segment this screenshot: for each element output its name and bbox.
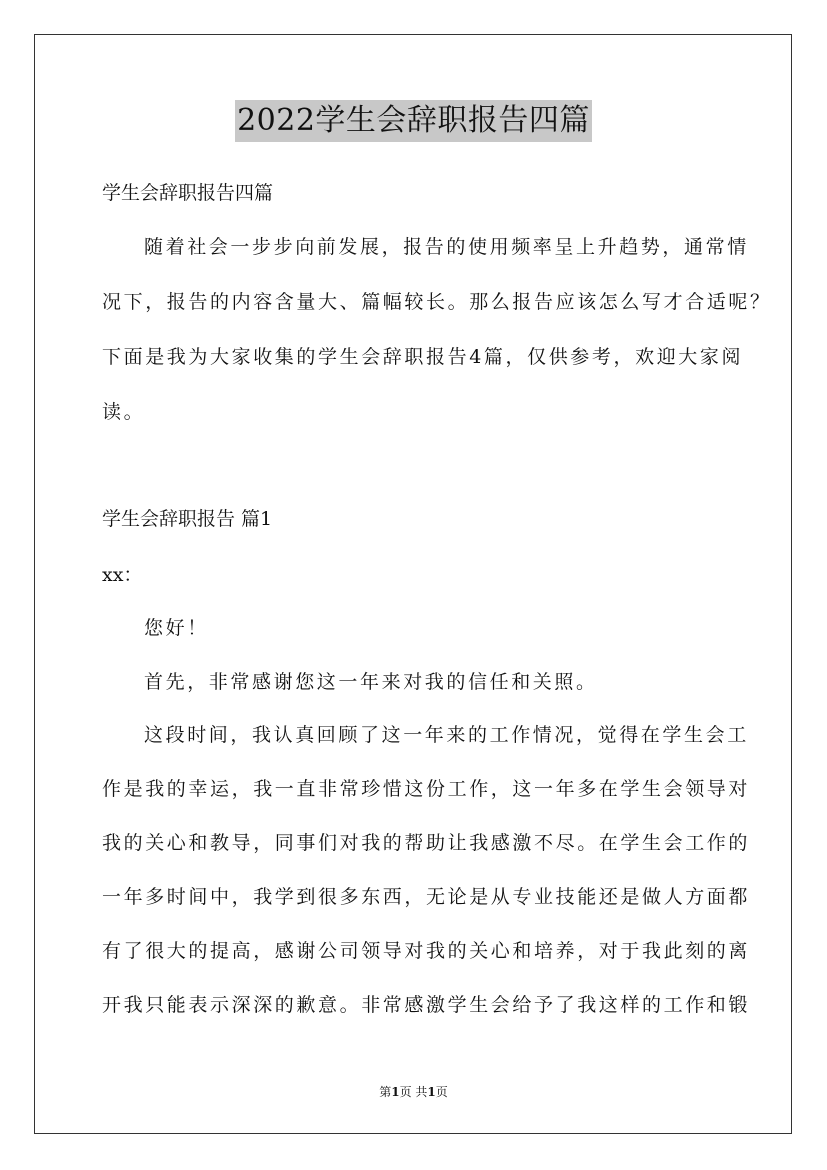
title-wrap: [0, 100, 827, 142]
paragraph-line: 一年多时间中，我学到很多东西，无论是从专业技能还是做人方面都: [102, 886, 751, 908]
paragraph-line: 这段时间，我认真回顾了这一年来的工作情况，觉得在学生会工: [144, 724, 749, 746]
paragraph-line: 我的关心和教导，同事们对我的帮助让我感激不尽。在学生会工作的: [102, 832, 751, 854]
document-subtitle: 学生会辞职报告四篇: [102, 182, 274, 204]
paragraph-line: 作是我的幸运，我一直非常珍惜这份工作，这一年多在学生会领导对: [102, 778, 751, 800]
intro-line: 下面是我为大家收集的学生会辞职报告4篇，仅供参考，欢迎大家阅: [102, 346, 744, 368]
document-title: 2022学生会辞职报告四篇: [235, 100, 592, 142]
footer-page-number: 1: [391, 1085, 400, 1099]
footer-page-total: 1: [427, 1085, 436, 1099]
page-footer: [0, 1084, 827, 1100]
thanks-line: 首先，非常感谢您这一年来对我的信任和关照。: [144, 671, 598, 693]
footer-suffix: 页: [435, 1085, 448, 1099]
intro-line: 况下，报告的内容含量大、篇幅较长。那么报告应该怎么写才合适呢？: [102, 291, 772, 313]
paragraph-line: 开我只能表示深深的歉意。非常感激学生会给予了我这样的工作和锻: [102, 994, 751, 1016]
section-heading: 学生会辞职报告 篇1: [102, 508, 273, 530]
greeting: 您好！: [144, 617, 209, 639]
footer-mid: 页 共: [399, 1085, 428, 1099]
salutation: xx：: [102, 564, 143, 586]
intro-line: 读。: [102, 401, 146, 423]
footer-prefix: 第: [379, 1085, 392, 1099]
intro-line: 随着社会一步步向前发展，报告的使用频率呈上升趋势，通常情: [144, 236, 749, 258]
paragraph-line: 有了很大的提高，感谢公司领导对我的关心和培养，对于我此刻的离: [102, 940, 751, 962]
